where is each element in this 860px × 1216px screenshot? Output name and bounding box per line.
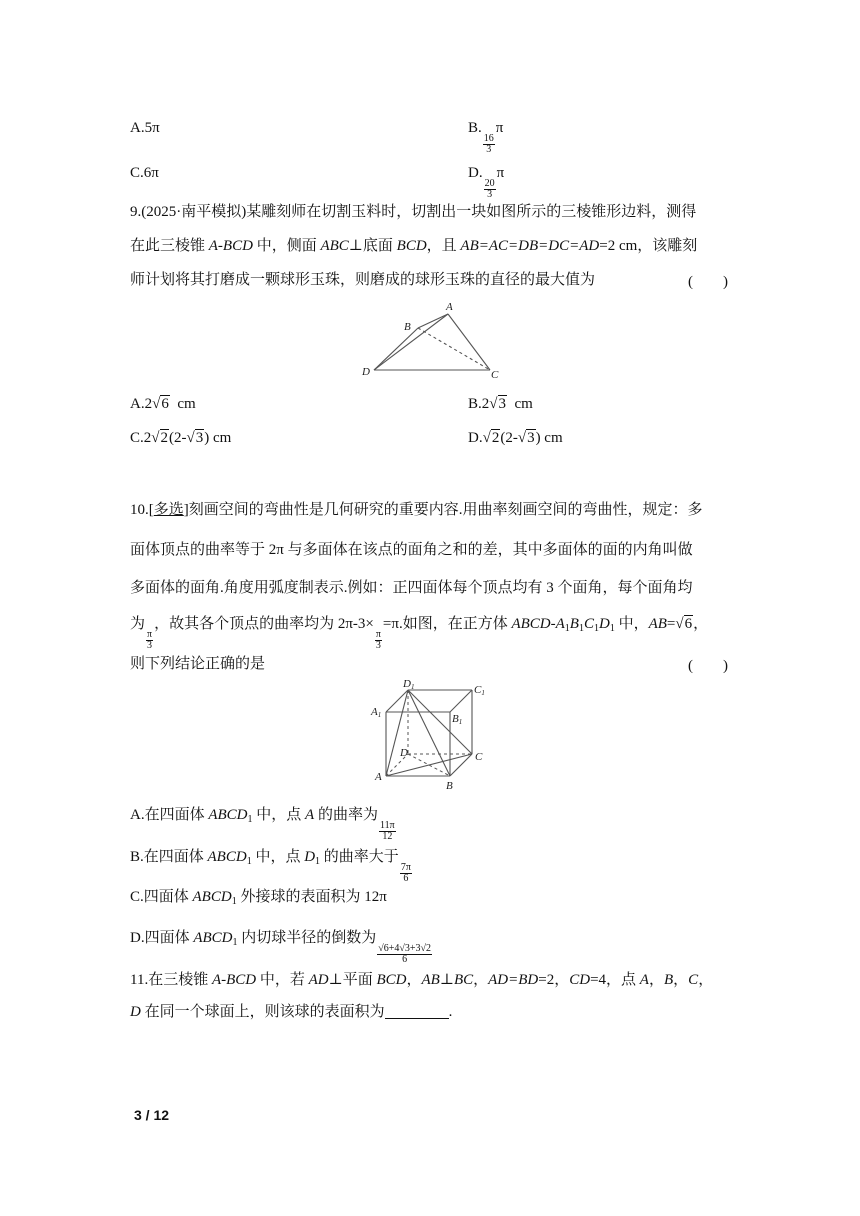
- answer-blank[interactable]: [385, 1002, 449, 1019]
- page-number: 3 / 12: [134, 1107, 170, 1123]
- label-d: D: [362, 366, 370, 378]
- q10-answer-paren: ( ): [688, 658, 728, 674]
- label-a: A: [375, 771, 382, 783]
- q9-line-1: 9.(2025·南平模拟)某雕刻师在切割玉料时，切割出一块如图所示的三棱锥形边料，测得: [130, 204, 697, 220]
- q10-option-d: D.四面体 $ABCD_1$ 内切球半径的倒数为 $\frac{√6+4√3+3√2}{6}$: [130, 930, 432, 965]
- q11-line-1: 11.在三棱锥 A-BCD 中，若 AD⊥平面 BCD，AB⊥BC，AD=BD=2，CD=4，点 A，B，C，: [130, 972, 714, 988]
- q10-option-a: A.在四面体 $ABCD_1$ 中，点 A 的曲率为 $\frac{11\pi}{12}$: [130, 807, 395, 842]
- q9-line-3: 师计划将其打磨成一颗球形玉珠，则磨成的球形玉珠的直径的最大值为: [130, 272, 596, 288]
- label-b: B: [446, 780, 453, 792]
- label-b1: B1: [452, 713, 463, 726]
- edge-d1b: [408, 690, 450, 776]
- q10-cube-figure: [366, 676, 496, 792]
- q8-option-d: D. $\frac{20}{3}$ π: [468, 165, 505, 200]
- label-d1: D1: [403, 678, 415, 691]
- edge-ac: [448, 314, 490, 370]
- q9-option-d: D.√2(2-√3) cm: [468, 430, 563, 446]
- label-c1: C1: [474, 684, 485, 697]
- q8-option-a: A.5π: [130, 120, 160, 136]
- q10-line-4: 为 $\frac{\pi}{3}$ ，故其各个顶点的曲率均为 2π-3× $\frac{\pi}{3}$ =π.如图，在正方体 ABCD-$A_1B_1C_1D_1$ 中，AB=√6，: [130, 616, 709, 651]
- q9-answer-paren: ( ): [688, 274, 728, 290]
- q10-line-5: 则下列结论正确的是: [130, 656, 266, 672]
- q10-line-1: 10.[多选]刻画空间的弯曲性是几何研究的重要内容.用曲率刻画空间的弯曲性，规定：多: [130, 502, 703, 518]
- q9-option-b: B.2√3 cm: [468, 396, 533, 412]
- multi-select-tag: 多选: [153, 502, 184, 518]
- q8-option-b: B. $\frac{16}{3}$ π: [468, 120, 504, 155]
- q9-pyramid-figure: [360, 298, 510, 382]
- q10-option-c: C.四面体 $ABCD_1$ 外接球的表面积为 12π: [130, 889, 387, 907]
- label-c: C: [491, 369, 499, 381]
- q8-option-c: C.6π: [130, 165, 159, 181]
- label-b: B: [404, 321, 411, 333]
- edge-ac: [386, 754, 472, 776]
- q10-line-3: 多面体的面角.角度用弧度制表示.例如：正四面体每个顶点均有 3 个面角，每个面角均: [130, 580, 693, 596]
- edge-da: [374, 314, 448, 370]
- q9-line-2: 在此三棱锥 A-BCD 中，侧面 ABC⊥底面 BCD，且 AB=AC=DB=DC=AD=2 cm，该雕刻: [130, 238, 698, 254]
- q10-option-b: B.在四面体 $ABCD_1$ 中，点 $D_1$ 的曲率大于 $\frac{7\pi}{6}$: [130, 849, 411, 884]
- q10-line-2: 面体顶点的曲率等于 2π 与多面体在该点的面角之和的差，其中多面体的面的内角叫做: [130, 542, 693, 558]
- q9-option-a: A.2√6 cm: [130, 396, 196, 412]
- edge-b1c1: [450, 690, 472, 712]
- label-d: D: [400, 747, 408, 759]
- edge-db: [374, 328, 418, 370]
- edge-d1a: [386, 690, 408, 776]
- q9-option-c: C.2√2(2-√3) cm: [130, 430, 232, 446]
- q11-line-2: D 在同一个球面上，则该球的表面积为 .: [130, 1004, 453, 1020]
- label-a: A: [446, 301, 453, 313]
- edge-bc-hidden: [418, 328, 490, 370]
- label-c: C: [475, 751, 483, 763]
- label-a1: A1: [371, 706, 382, 719]
